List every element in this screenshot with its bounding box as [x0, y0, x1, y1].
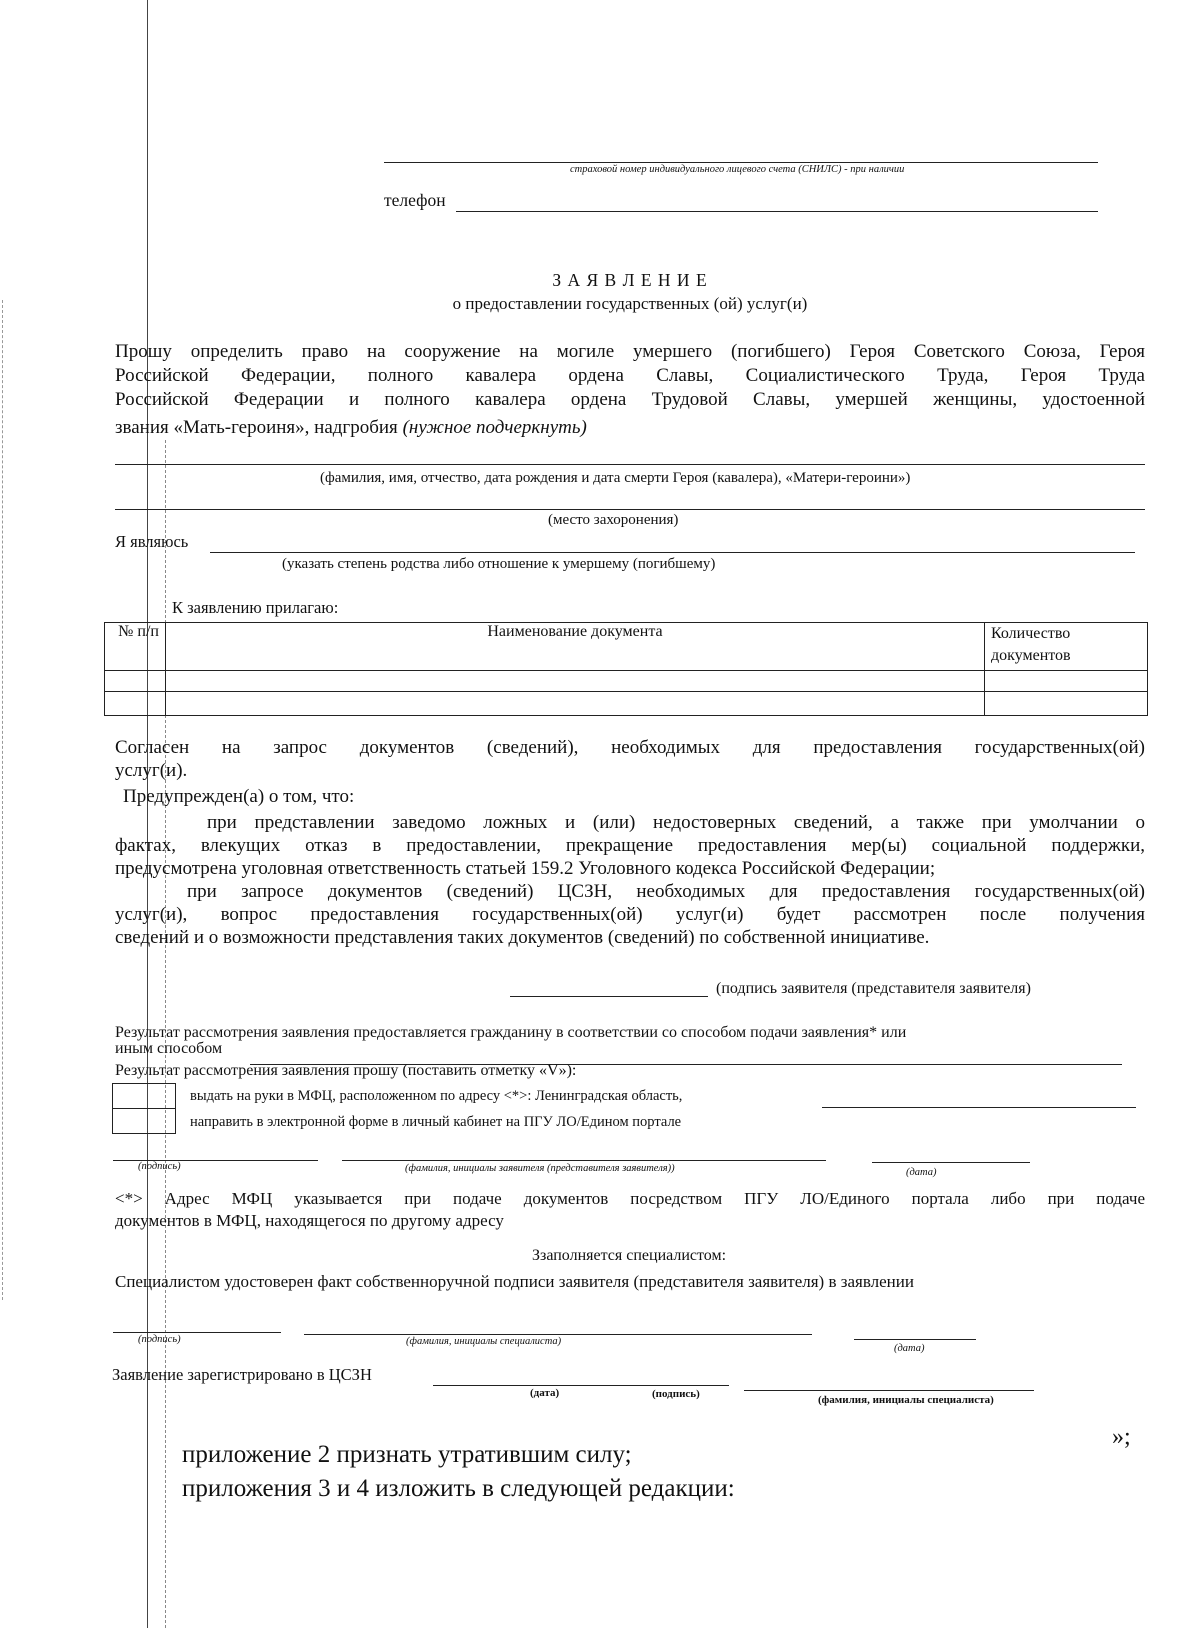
relation-field[interactable]: [210, 552, 1135, 553]
applicant-name-caption: (фамилия, инициалы заявителя (представителя заявителя)): [405, 1163, 675, 1174]
col-name-header: Наименование документа: [166, 623, 985, 671]
phone-label: телефон: [384, 190, 446, 210]
snils-caption: страховой номер индивидуального лицевого счета (СНИЛС) - при наличии: [570, 164, 905, 175]
applicant-date-field[interactable]: [872, 1162, 1030, 1163]
registration-date-caption: (дата): [530, 1387, 560, 1399]
applicant-date-caption: (дата): [906, 1167, 937, 1178]
warning-2-line-3: сведений и о возможности представления таких документов (сведений) по собственной инициативе.: [115, 927, 930, 948]
address-note: [115, 1188, 1145, 1232]
warning-1-line-2: фактах, влекущих отказ в предоставлении, прекращение предоставления мер(ы) социальной поддержки,: [115, 835, 1145, 856]
specialist-name-field[interactable]: [304, 1334, 812, 1335]
applicant-signature-caption: (подпись заявителя (представителя заявителя): [716, 980, 1031, 997]
closing-line-2: приложения 3 и 4 изложить в следующей редакции:: [182, 1475, 735, 1502]
consent-block: [115, 736, 1145, 949]
warning-2-line-1: при запросе документов (сведений) ЦСЗН, необходимых для предоставления государственных(ой): [187, 881, 1145, 902]
registration-field[interactable]: [433, 1385, 729, 1386]
table-row[interactable]: [105, 671, 1148, 692]
relation-caption: (указать степень родства либо отношение к умершему (погибшему): [282, 556, 716, 572]
specialist-sign-field[interactable]: [113, 1332, 281, 1333]
hero-name-caption: (фамилия, имя, отчество, дата рождения и дата смерти Героя (кавалера), «Матери-героини»): [320, 470, 911, 486]
table-row[interactable]: [105, 692, 1148, 716]
attachments-label: К заявлению прилагаю:: [172, 598, 339, 617]
scan-artifact-line: [2, 300, 3, 1300]
warned-heading: Предупрежден(а) о том, что:: [123, 786, 355, 807]
specialist-date-field[interactable]: [854, 1339, 976, 1340]
document-title: З А Я В Л Е Н И Е: [552, 270, 708, 290]
specialist-name-caption: (фамилия, инициалы специалиста): [406, 1336, 562, 1347]
table-cell[interactable]: [105, 671, 166, 692]
table-cell[interactable]: [166, 671, 985, 692]
option-mfc-checkbox[interactable]: [112, 1083, 176, 1109]
phone-field[interactable]: [456, 211, 1098, 212]
request-text: [115, 340, 1145, 440]
document-subtitle: о предоставлении государственных (ой) услуг(и): [452, 294, 808, 313]
relation-label: Я являюсь: [115, 532, 189, 551]
request-line-2: Российской Федерации, полного кавалера ордена Славы, Социалистического Труда, Героя Труда: [115, 365, 1145, 386]
address-note-line-1: <*> Адрес МФЦ указывается при подаче документов посредством ПГУ ЛО/Единого портала либо при подаче: [115, 1189, 1145, 1208]
applicant-name-field[interactable]: [342, 1160, 826, 1161]
col-count-header: Количество документов: [985, 623, 1148, 671]
specialist-text: Специалистом удостоверен факт собственноручной подписи заявителя (представителя заявителя) в заявлении: [115, 1272, 914, 1291]
result-line-2: иным способом: [115, 1040, 223, 1057]
address-note-line-2: документов в МФЦ, находящегося по другому адресу: [115, 1211, 504, 1230]
warning-1-line-3: предусмотрена уголовная ответственность статьей 159.2 Уголовного кодекса Российской Федерации;: [115, 858, 936, 879]
warning-2-line-2: услуг(и), вопрос предоставления государственных(ой) услуг(и) будет рассмотрен после получения: [115, 904, 1145, 925]
option-portal-label: направить в электронной форме в личный кабинет на ПГУ ЛО/Едином портале: [190, 1114, 682, 1130]
table-header-row: [105, 623, 1148, 671]
result-line-1: Результат рассмотрения заявления предоставляется гражданину в соответствии со способом подачи заявления* или: [115, 1024, 907, 1041]
mfc-address-field[interactable]: [822, 1107, 1136, 1108]
warning-1-line-1: при представлении заведомо ложных и (или) недостоверных сведений, а также при умолчании о: [207, 812, 1145, 833]
closing-quote: »;: [1112, 1424, 1131, 1450]
registration-name-caption: (фамилия, инициалы специалиста): [818, 1394, 994, 1406]
attachments-table: [104, 622, 1148, 716]
option-mfc-label: выдать на руки в МФЦ, расположенном по адресу <*>: Ленинградская область,: [190, 1088, 683, 1104]
option-portal-checkbox[interactable]: [112, 1108, 176, 1134]
table-cell[interactable]: [166, 692, 985, 716]
request-line-3: Российской Федерации и полного кавалера ордена Трудовой Славы, умершей женщины, удостоенной: [115, 389, 1145, 410]
registration-sign-caption: (подпись): [652, 1388, 700, 1400]
table-cell[interactable]: [985, 671, 1148, 692]
table-cell[interactable]: [105, 692, 166, 716]
burial-place-field[interactable]: [115, 509, 1145, 510]
result-choose: Результат рассмотрения заявления прошу (поставить отметку «V»):: [115, 1062, 577, 1079]
request-line-1: Прошу определить право на сооружение на могиле умершего (погибшего) Героя Советского Союза, Героя: [115, 341, 1145, 362]
col-number-header: № п/п: [105, 623, 166, 671]
snils-line: [384, 162, 1098, 163]
table-cell[interactable]: [985, 692, 1148, 716]
applicant-signature-field[interactable]: [510, 996, 708, 997]
specialist-heading: Ззаполняется специалистом:: [532, 1247, 727, 1264]
applicant-sign-caption: (подпись): [138, 1161, 181, 1172]
burial-place-caption: (место захоронения): [548, 512, 679, 528]
hero-name-field[interactable]: [115, 464, 1145, 465]
request-line-4: [115, 416, 1145, 440]
specialist-date-caption: (дата): [894, 1343, 925, 1354]
request-line-4-text: звания «Мать-героиня», надгробия: [115, 417, 398, 438]
specialist-sign-caption: (подпись): [138, 1334, 181, 1345]
consent-line-1: Согласен на запрос документов (сведений), необходимых для предоставления государственных(ой): [115, 737, 1145, 758]
registration-label: Заявление зарегистрировано в ЦСЗН: [112, 1365, 372, 1384]
registration-name-field[interactable]: [744, 1390, 1034, 1391]
consent-line-2: услуг(и).: [115, 760, 188, 781]
request-note-italic: (нужное подчеркнуть): [402, 417, 587, 438]
closing-line-1: приложение 2 признать утратившим силу;: [182, 1441, 632, 1468]
